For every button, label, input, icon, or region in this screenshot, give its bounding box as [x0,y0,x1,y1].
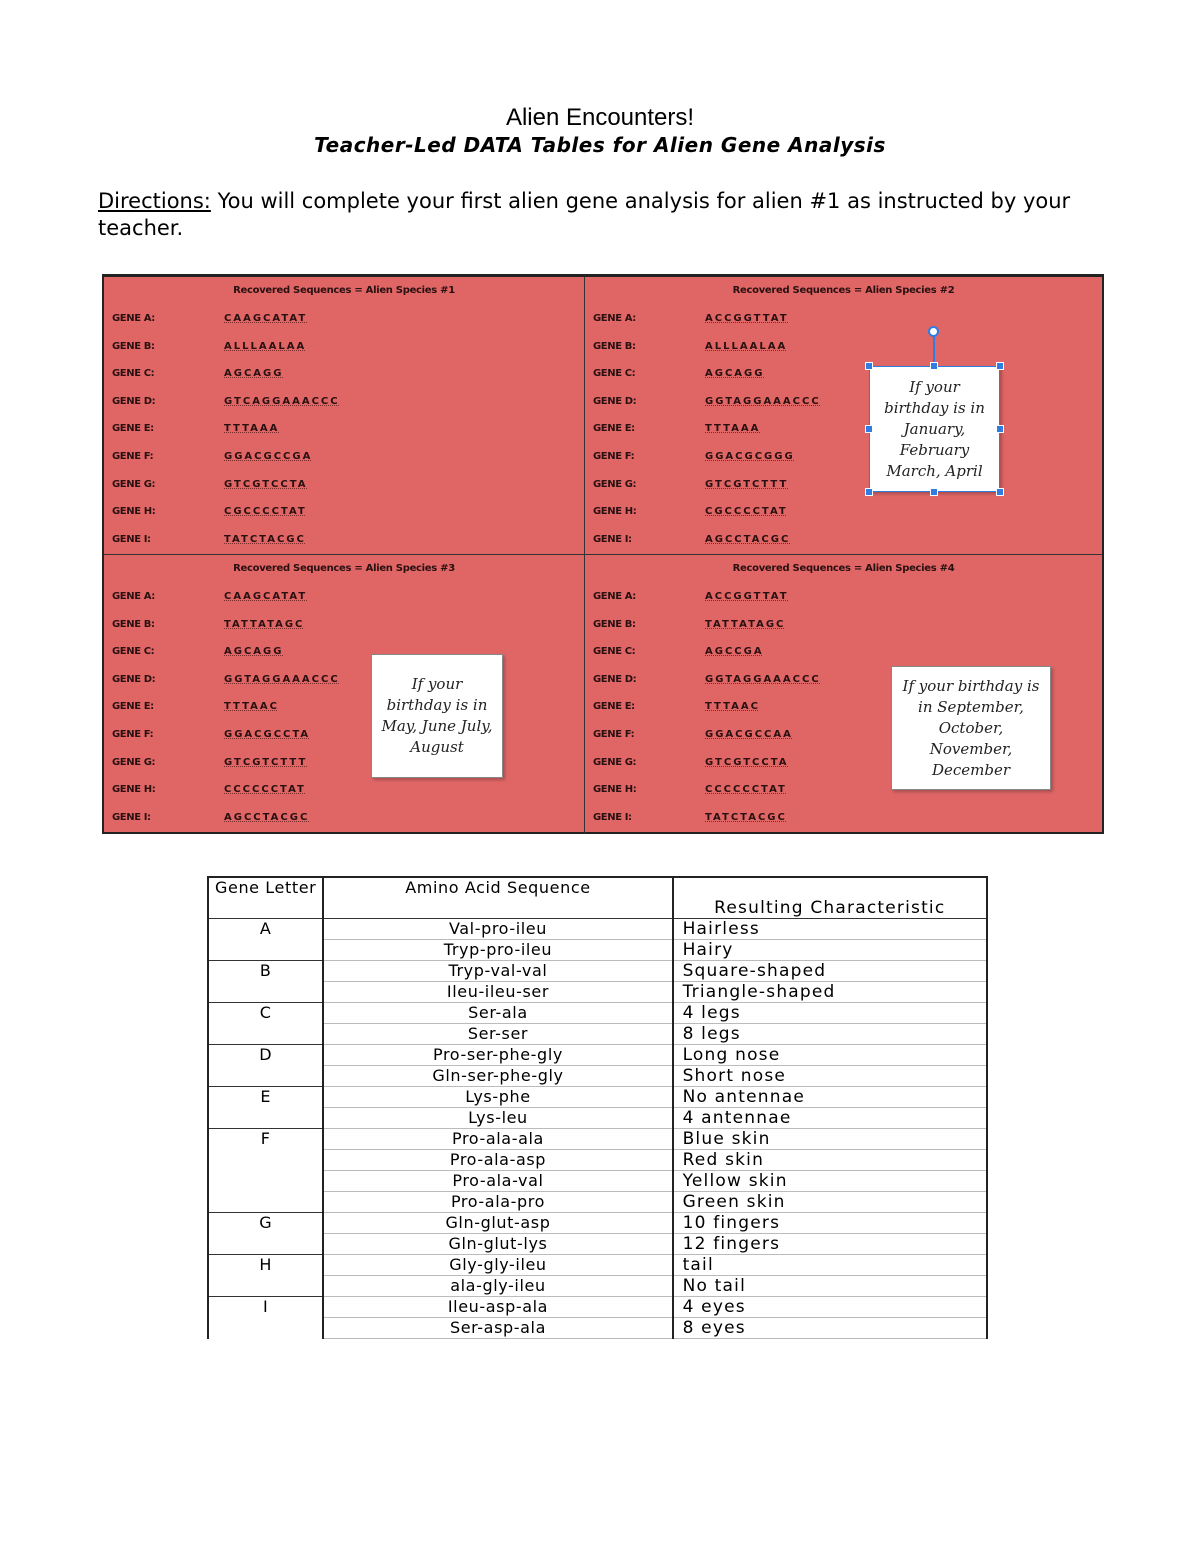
gene-sequence: GTCGTCCTA [705,756,789,768]
gene-letter-cell [208,1318,323,1339]
directions [98,188,1098,242]
gene-letter-cell: A [208,919,323,940]
characteristic-cell: 4 eyes [673,1297,987,1318]
gene-letter-cell [208,1171,323,1192]
gene-name: GENE G: [593,478,637,490]
characteristic-cell: 4 legs [673,1003,987,1024]
amino-acid-sequence-cell: Pro-ala-pro [323,1192,672,1213]
gene-letter-cell [208,940,323,961]
characteristic-cell: Long nose [673,1045,987,1066]
gene-sequence: TTTAAA [705,423,761,435]
header-gene-letter: Gene Letter [208,877,323,919]
birthday-note-jan-apr[interactable]: If your birthday is in January, February March, April [869,366,1000,492]
table-row [208,1276,987,1297]
gene-name: GENE C: [593,646,636,658]
characteristic-cell: 12 fingers [673,1234,987,1255]
gene-name: GENE H: [112,784,156,796]
gene-letter-cell [208,1066,323,1087]
gene-sequence: TATTATAGC [224,618,305,630]
amino-acid-sequence-cell: Ileu-asp-ala [323,1297,672,1318]
gene-letter-cell [208,982,323,1003]
directions-label: Directions: [98,189,211,213]
amino-acid-sequence-cell: Tryp-val-val [323,961,672,982]
gene-letter-cell: D [208,1045,323,1066]
gene-sequence: GTCGTCTTT [705,478,789,490]
amino-acid-table-body [208,919,987,1339]
resize-handle[interactable] [930,362,938,370]
gene-name: GENE C: [112,646,155,658]
table-row [208,1129,987,1150]
resize-handle[interactable] [996,362,1004,370]
gene-name: GENE F: [593,729,635,740]
page-subtitle: Teacher-Led DATA Tables for Alien Gene Analysis [314,133,886,157]
amino-acid-sequence-cell: Gln-ser-phe-gly [323,1066,672,1087]
gene-name: GENE E: [593,701,635,713]
gene-name: GENE H: [593,784,637,796]
header-resulting-characteristic: Resulting Characteristic [673,877,987,919]
gene-letter-cell: H [208,1255,323,1276]
gene-name: GENE D: [112,673,156,685]
birthday-note-sep-dec[interactable]: If your birthday is in September, October, November, December [891,666,1051,790]
characteristic-cell: tail [673,1255,987,1276]
gene-sequence: AGCAGG [224,646,284,658]
table-row [208,940,987,961]
gene-name: GENE F: [112,729,154,740]
gene-letter-cell: G [208,1213,323,1234]
gene-name: GENE G: [112,478,156,490]
amino-acid-sequence-cell: Tryp-pro-ileu [323,940,672,961]
table-row [208,1003,987,1024]
amino-acid-sequence-cell: ala-gly-ileu [323,1276,672,1297]
species-panel-title: Recovered Sequences = Alien Species #3 [233,563,455,574]
gene-name: GENE F: [593,451,635,462]
gene-letter-cell [208,1150,323,1171]
gene-name: GENE E: [112,701,154,713]
gene-sequence: GGTAGGAAACCC [705,395,821,407]
gene-name: GENE A: [593,313,636,324]
gene-sequence: AGCCTACGC [705,533,791,545]
table-row [208,1171,987,1192]
gene-name: GENE A: [112,591,155,602]
table-header-row [208,877,987,919]
gene-name: GENE D: [593,395,637,407]
gene-sequence: TATCTACGC [705,811,787,823]
table-row [208,1045,987,1066]
gene-sequence: ALLLAALAA [705,340,788,352]
gene-sequence: TATCTACGC [224,533,306,545]
amino-acid-sequence-cell: Gln-glut-lys [323,1234,672,1255]
gene-name: GENE C: [112,368,155,380]
gene-name: GENE D: [112,395,156,407]
gene-name: GENE D: [593,673,637,685]
gene-letter-cell: E [208,1087,323,1108]
species-panel-1 [104,277,585,555]
gene-sequence: CCCCCCTAT [224,784,306,796]
page-title: Alien Encounters! [505,104,695,131]
gene-name: GENE C: [593,368,636,380]
gene-name: GENE E: [112,423,154,435]
characteristic-cell: Short nose [673,1066,987,1087]
gene-sequence: GTCGTCTTT [224,756,308,768]
amino-acid-sequence-cell: Pro-ala-val [323,1171,672,1192]
gene-name: GENE G: [112,756,156,768]
gene-letter-cell [208,1108,323,1129]
gene-name: GENE H: [593,506,637,518]
gene-sequence: ALLLAALAA [224,340,307,352]
gene-name: GENE I: [112,811,151,823]
amino-acid-sequence-cell: Lys-leu [323,1108,672,1129]
characteristic-cell: Hairy [673,940,987,961]
birthday-note-may-aug[interactable]: If your birthday is in May, June July, August [371,654,503,778]
amino-acid-sequence-cell: Ser-ala [323,1003,672,1024]
gene-name: GENE A: [593,591,636,602]
gene-sequence: CAAGCATAT [224,591,308,602]
characteristic-cell: 8 legs [673,1024,987,1045]
amino-acid-sequence-cell: Pro-ala-ala [323,1129,672,1150]
gene-sequence: CAAGCATAT [224,313,308,324]
species-panel-3 [104,555,585,833]
table-row [208,1150,987,1171]
amino-acid-sequence-cell: Ser-ser [323,1024,672,1045]
gene-sequence: TTTAAC [705,701,760,713]
gene-letter-cell: C [208,1003,323,1024]
gene-letter-cell [208,1234,323,1255]
amino-acid-sequence-cell: Ileu-ileu-ser [323,982,672,1003]
gene-sequence: ACCGGTTAT [705,313,789,324]
characteristic-cell: 4 antennae [673,1108,987,1129]
gene-sequence: AGCAGG [224,368,284,380]
gene-sequence: GGACGCCAA [705,729,793,740]
characteristic-cell: Green skin [673,1192,987,1213]
gene-name: GENE A: [112,313,155,324]
table-row [208,961,987,982]
characteristic-cell: Red skin [673,1150,987,1171]
gene-sequence: TTTAAC [224,701,279,713]
amino-acid-table [207,876,988,1339]
gene-letter-cell [208,1024,323,1045]
gene-letter-cell: I [208,1297,323,1318]
amino-acid-sequence-cell: Pro-ala-asp [323,1150,672,1171]
characteristic-cell: No tail [673,1276,987,1297]
gene-name: GENE B: [593,618,636,630]
resize-handle[interactable] [930,488,938,496]
gene-name: GENE B: [112,340,155,352]
characteristic-cell: 10 fingers [673,1213,987,1234]
gene-sequence: GGACGCCTA [224,729,311,740]
header-amino-acid-sequence: Amino Acid Sequence [323,877,672,919]
gene-name: GENE F: [112,451,154,462]
gene-letter-cell: B [208,961,323,982]
gene-sequence: AGCAGG [705,368,765,380]
gene-sequence: AGCCGA [705,646,764,658]
gene-sequence: TTTAAA [224,423,280,435]
table-row [208,1066,987,1087]
species-panel-title: Recovered Sequences = Alien Species #2 [732,285,955,296]
gene-name: GENE H: [112,506,156,518]
gene-sequence: AGCCTACGC [224,811,310,823]
amino-acid-sequence-cell: Gln-glut-asp [323,1213,672,1234]
characteristic-cell: 8 eyes [673,1318,987,1339]
amino-acid-sequence-cell: Ser-asp-ala [323,1318,672,1339]
species-panel-title: Recovered Sequences = Alien Species #4 [732,563,955,574]
gene-name: GENE G: [593,756,637,768]
resize-handle[interactable] [996,488,1004,496]
amino-acid-sequence-cell: Gly-gly-ileu [323,1255,672,1276]
gene-sequence: GGACGCCGA [224,451,313,462]
gene-letter-cell [208,1192,323,1213]
table-row [208,1318,987,1339]
table-row [208,919,987,940]
gene-name: GENE I: [593,811,632,823]
amino-acid-sequence-cell: Pro-ser-phe-gly [323,1045,672,1066]
resize-handle[interactable] [865,425,873,433]
amino-acid-sequence-cell: Lys-phe [323,1087,672,1108]
table-row [208,1234,987,1255]
table-row [208,1255,987,1276]
gene-sequence: GTCAGGAAACCC [224,395,340,407]
gene-sequence: GTCGTCCTA [224,478,308,490]
gene-letter-cell [208,1276,323,1297]
table-row [208,1213,987,1234]
gene-sequence: CGCCCCTAT [705,506,788,518]
gene-name: GENE B: [112,618,155,630]
table-row [208,1108,987,1129]
characteristic-cell: Triangle-shaped [673,982,987,1003]
rotate-handle[interactable] [928,326,939,337]
resize-handle[interactable] [865,362,873,370]
table-row [208,1192,987,1213]
gene-sequence: GGTAGGAAACCC [705,673,821,685]
gene-name: GENE I: [112,533,151,545]
species-panel-2 [585,277,1102,555]
resize-handle[interactable] [865,488,873,496]
gene-letter-cell: F [208,1129,323,1150]
characteristic-cell: No antennae [673,1087,987,1108]
gene-sequence: CGCCCCTAT [224,506,307,518]
gene-sequence: CCCCCCTAT [705,784,787,796]
gene-sequence: ACCGGTTAT [705,591,789,602]
gene-sequence: GGTAGGAAACCC [224,673,340,685]
table-row [208,982,987,1003]
characteristic-cell: Blue skin [673,1129,987,1150]
gene-name: GENE E: [593,423,635,435]
gene-name: GENE B: [593,340,636,352]
table-row [208,1024,987,1045]
gene-name: GENE I: [593,533,632,545]
resize-handle[interactable] [996,425,1004,433]
species-panel-title: Recovered Sequences = Alien Species #1 [233,285,455,296]
gene-sequence: GGACGCGGG [705,451,795,462]
table-row [208,1297,987,1318]
table-row [208,1087,987,1108]
gene-sequence: TATTATAGC [705,618,786,630]
directions-text: You will complete your first alien gene analysis for alien #1 as instructed by your teacher. [98,189,1071,240]
characteristic-cell: Square-shaped [673,961,987,982]
amino-acid-sequence-cell: Val-pro-ileu [323,919,672,940]
characteristic-cell: Hairless [673,919,987,940]
characteristic-cell: Yellow skin [673,1171,987,1192]
